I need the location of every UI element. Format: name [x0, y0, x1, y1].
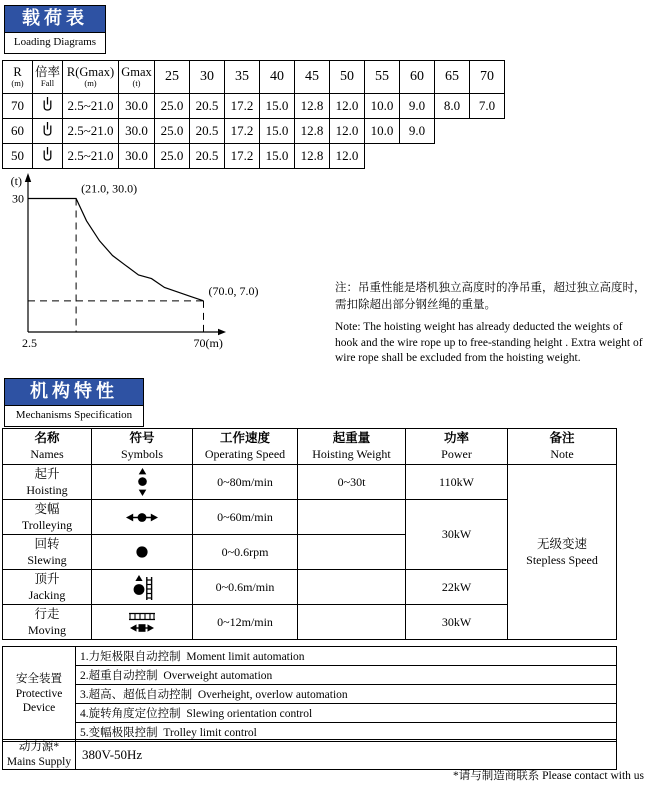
- mech-name: 顶升 Jacking: [3, 570, 92, 605]
- point-annotation: (21.0, 30.0): [81, 181, 138, 196]
- jib-length-cell: 60: [3, 119, 33, 144]
- mech-power: 30kW: [406, 605, 508, 640]
- loading-table: [2, 60, 505, 169]
- safety-title-cell: 安全装置 Protective Device: [3, 647, 76, 742]
- x-tick-label: 70(m): [193, 336, 223, 350]
- col-header-radius-70: 70: [470, 61, 505, 94]
- load-cell: 7.0: [470, 94, 505, 119]
- rgmax-range-cell: 2.5~21.0: [63, 144, 119, 169]
- col-header-note: 备注 Note: [508, 429, 617, 465]
- safety-row: [3, 704, 617, 723]
- col-header-symbols: 符号 Symbols: [92, 429, 193, 465]
- x-axis-arrow-icon: [218, 329, 226, 335]
- mech-weight: 0~30t: [298, 465, 406, 500]
- col-header-radius-60: 60: [400, 61, 435, 94]
- col-header-radius-35: 35: [225, 61, 260, 94]
- mech-power: 30kW: [406, 500, 508, 570]
- hoisting-symbol-icon: [92, 465, 193, 500]
- mech-name: 起升 Hoisting: [3, 465, 92, 500]
- load-cell: 8.0: [435, 94, 470, 119]
- mains-supply-value: 380V-50Hz: [76, 740, 617, 770]
- mech-speed: 0~60m/min: [193, 500, 298, 535]
- col-header-radius-25: 25: [155, 61, 190, 94]
- safety-table: [2, 646, 617, 742]
- loading-header-en: Loading Diagrams: [5, 32, 105, 53]
- loading-table-row: [3, 144, 505, 169]
- rgmax-range-cell: 2.5~21.0: [63, 119, 119, 144]
- safety-item: 3.超高、超低自动控制 Overheight, overlow automation: [76, 685, 617, 704]
- mechanisms-header-en: Mechanisms Specification: [5, 405, 143, 426]
- load-chart: [6, 168, 298, 360]
- mech-weight: [298, 570, 406, 605]
- y-tick-label: 30: [12, 191, 24, 206]
- load-cell: 10.0: [365, 94, 400, 119]
- load-cell: 20.5: [190, 119, 225, 144]
- note-text-en: Note: The hoisting weight has already deducted the weights of hook and the wire rope up to free-standing height . Extra weight of wire rope shall be excluded from the hoisting weight.: [335, 321, 643, 365]
- load-cell: 12.8: [295, 94, 330, 119]
- mech-weight: [298, 535, 406, 570]
- mech-note: 无级变速 Stepless Speed: [508, 465, 617, 640]
- safety-row: [3, 685, 617, 704]
- note-text-cn: 注：吊重性能是塔机独立高度时的净吊重，超过独立高度时，需扣除超出部分钢丝绳的重量。: [335, 282, 646, 311]
- col-header-operating-speed: 工作速度 Operating Speed: [193, 429, 298, 465]
- col-header-gmax: Gmax (t): [119, 61, 155, 94]
- mech-name: 回转 Slewing: [3, 535, 92, 570]
- safety-item: 1.力矩极限自动控制 Moment limit automation: [76, 647, 617, 666]
- load-cell: 12.0: [330, 94, 365, 119]
- col-header-fall: 倍率 Fall: [33, 61, 63, 94]
- gmax-cell: 30.0: [119, 94, 155, 119]
- mechanisms-header-cn: 机构特性: [5, 379, 143, 405]
- mechanisms-table: [2, 428, 617, 640]
- safety-row: [3, 666, 617, 685]
- safety-table-body: [3, 647, 617, 742]
- mechanisms-section-header: [4, 378, 144, 427]
- load-cell: 10.0: [365, 119, 400, 144]
- load-cell: 25.0: [155, 94, 190, 119]
- load-cell: 20.5: [190, 144, 225, 169]
- mech-power: 110kW: [406, 465, 508, 500]
- moving-symbol-icon: [92, 605, 193, 640]
- col-header-r: R (m): [3, 61, 33, 94]
- mech-weight: [298, 500, 406, 535]
- load-cell: 17.2: [225, 144, 260, 169]
- col-header-power: 功率 Power: [406, 429, 508, 465]
- col-header-hoisting-weight: 起重量 Hoisting Weight: [298, 429, 406, 465]
- load-cell: 17.2: [225, 94, 260, 119]
- mech-speed: 0~0.6m/min: [193, 570, 298, 605]
- loading-header-cn: 载荷表: [5, 6, 105, 32]
- load-cell: 12.8: [295, 119, 330, 144]
- mech-power: 22kW: [406, 570, 508, 605]
- load-cell: 17.2: [225, 119, 260, 144]
- mech-name: 变幅 Trolleying: [3, 500, 92, 535]
- col-header-radius-65: 65: [435, 61, 470, 94]
- loading-table-row: [3, 94, 505, 119]
- mains-supply-row: [3, 740, 617, 770]
- mech-weight: [298, 605, 406, 640]
- load-cell: 12.8: [295, 144, 330, 169]
- loading-section-header: [4, 5, 106, 54]
- fall-hook-icon: [33, 119, 63, 144]
- jacking-symbol-icon: [92, 570, 193, 605]
- fall-hook-icon: [33, 144, 63, 169]
- mech-name: 行走 Moving: [3, 605, 92, 640]
- load-cell: 25.0: [155, 144, 190, 169]
- col-header-names: 名称 Names: [3, 429, 92, 465]
- mech-row-hoisting: [3, 465, 617, 500]
- load-cell: 20.5: [190, 94, 225, 119]
- y-axis-unit-label: (t): [10, 174, 22, 188]
- y-axis-arrow-icon: [25, 173, 31, 182]
- load-cell: 9.0: [400, 119, 435, 144]
- col-header-rgmax: R(Gmax) (m): [63, 61, 119, 94]
- load-cell: 9.0: [400, 94, 435, 119]
- mains-supply-label: 动力源* Mains Supply: [3, 740, 76, 770]
- load-cell: 12.0: [330, 119, 365, 144]
- jib-length-cell: 50: [3, 144, 33, 169]
- safety-item: 5.变幅极限控制 Trolley limit control: [76, 723, 617, 742]
- mech-speed: 0~80m/min: [193, 465, 298, 500]
- loading-table-row: [3, 119, 505, 144]
- point-annotation: (70.0, 7.0): [208, 283, 259, 298]
- trolleying-symbol-icon: [92, 500, 193, 535]
- rgmax-range-cell: 2.5~21.0: [63, 94, 119, 119]
- x-tick-label: 2.5: [22, 336, 37, 350]
- col-header-radius-50: 50: [330, 61, 365, 94]
- load-cell: 25.0: [155, 119, 190, 144]
- mains-supply-table: [2, 739, 617, 770]
- load-cell: 12.0: [330, 144, 365, 169]
- safety-item: 2.超重自动控制 Overweight automation: [76, 666, 617, 685]
- col-header-radius-40: 40: [260, 61, 295, 94]
- gmax-cell: 30.0: [119, 144, 155, 169]
- safety-item: 4.旋转角度定位控制 Slewing orientation control: [76, 704, 617, 723]
- load-cell: 15.0: [260, 144, 295, 169]
- slewing-symbol-icon: [92, 535, 193, 570]
- load-curve: [28, 199, 204, 301]
- safety-row: [3, 647, 617, 666]
- jib-length-cell: 70: [3, 94, 33, 119]
- loading-table-header-row: [3, 61, 505, 94]
- load-cell: 15.0: [260, 119, 295, 144]
- mechanisms-header-row: [3, 429, 617, 465]
- col-header-radius-55: 55: [365, 61, 400, 94]
- footer-note: *请与制造商联系 Please contact with us: [452, 770, 644, 782]
- gmax-cell: 30.0: [119, 119, 155, 144]
- fall-hook-icon: [33, 94, 63, 119]
- load-cell: 15.0: [260, 94, 295, 119]
- col-header-radius-30: 30: [190, 61, 225, 94]
- note-block: [335, 280, 647, 367]
- mech-speed: 0~0.6rpm: [193, 535, 298, 570]
- col-header-radius-45: 45: [295, 61, 330, 94]
- mech-speed: 0~12m/min: [193, 605, 298, 640]
